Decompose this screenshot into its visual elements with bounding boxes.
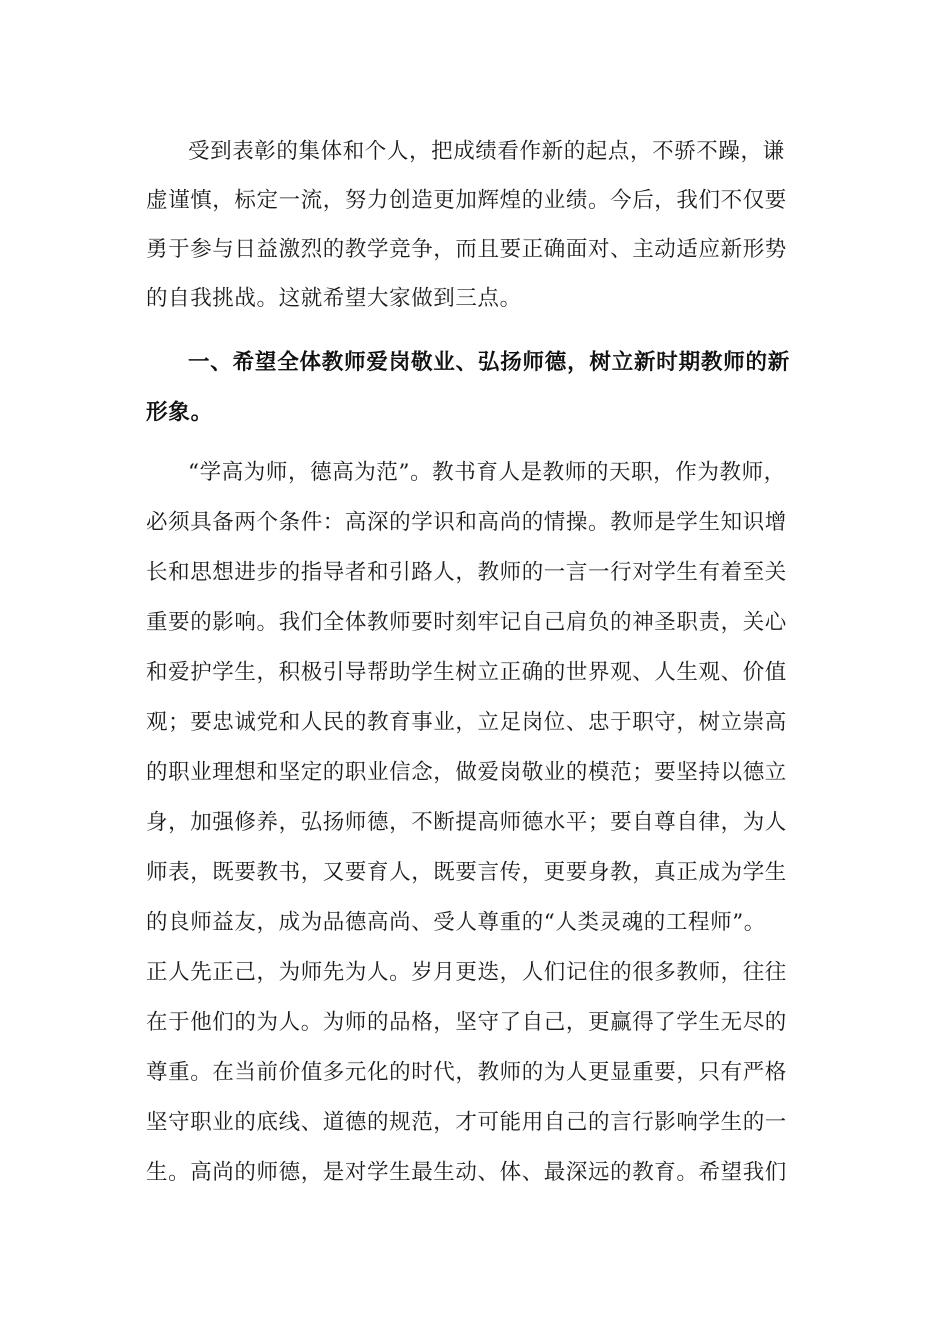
paragraph-line: 的良师益友，成为品德高尚、受人尊重的“人类灵魂的工程师”。 <box>146 910 766 935</box>
paragraph-line: 受到表彰的集体和个人，把成绩看作新的起点，不骄不躁，谦 <box>188 139 785 164</box>
paragraph-line: 和爱护学生，积极引导帮助学生树立正确的世界观、人生观、价值 <box>146 660 787 685</box>
paragraph-line: 师表，既要教书，又要育人，既要言传，更要身教，真正成为学生 <box>146 860 787 885</box>
paragraph-line: 长和思想进步的指导者和引路人，教师的一言一行对学生有着至关 <box>146 560 787 585</box>
paragraph-line: 坚守职业的底线、道德的规范，才可能用自己的言行影响学生的一 <box>146 1110 787 1135</box>
paragraph-line: 的职业理想和坚定的职业信念，做爱岗敬业的模范；要坚持以德立 <box>146 760 787 785</box>
paragraph-line: 尊重。在当前价值多元化的时代，教师的为人更显重要，只有严格 <box>146 1060 787 1085</box>
heading-line: 形象。 <box>146 400 213 425</box>
paragraph-line: 重要的影响。我们全体教师要时刻牢记自己肩负的神圣职责，关心 <box>146 610 787 635</box>
paragraph-line: 虚谨慎，标定一流，努力创造更加辉煌的业绩。今后，我们不仅要 <box>146 188 787 213</box>
paragraph-line: 必须具备两个条件：高深的学识和高尚的情操。教师是学生知识增 <box>146 510 787 535</box>
paragraph-line: 正人先正己，为师先为人。岁月更迭，人们记住的很多教师，往往 <box>146 960 787 985</box>
paragraph-line: 身，加强修养，弘扬师德，不断提高师德水平；要自尊自律，为人 <box>146 810 787 835</box>
paragraph-line: 勇于参与日益激烈的教学竞争，而且要正确面对、主动适应新形势 <box>146 237 787 262</box>
paragraph-line: “学高为师，德高为范”。教书育人是教师的天职，作为教师， <box>188 460 786 485</box>
paragraph-line: 生。高尚的师德，是对学生最生动、体、最深远的教育。希望我们 <box>146 1160 787 1185</box>
paragraph-line: 在于他们的为人。为师的品格，坚守了自己，更赢得了学生无尽的 <box>146 1010 787 1035</box>
paragraph-line: 观；要忠诚党和人民的教育事业，立足岗位、忠于职守，树立崇高 <box>146 710 787 735</box>
heading-line: 一、希望全体教师爱岗敬业、弘扬师德，树立新时期教师的新 <box>188 350 791 375</box>
paragraph-line: 的自我挑战。这就希望大家做到三点。 <box>146 286 522 311</box>
